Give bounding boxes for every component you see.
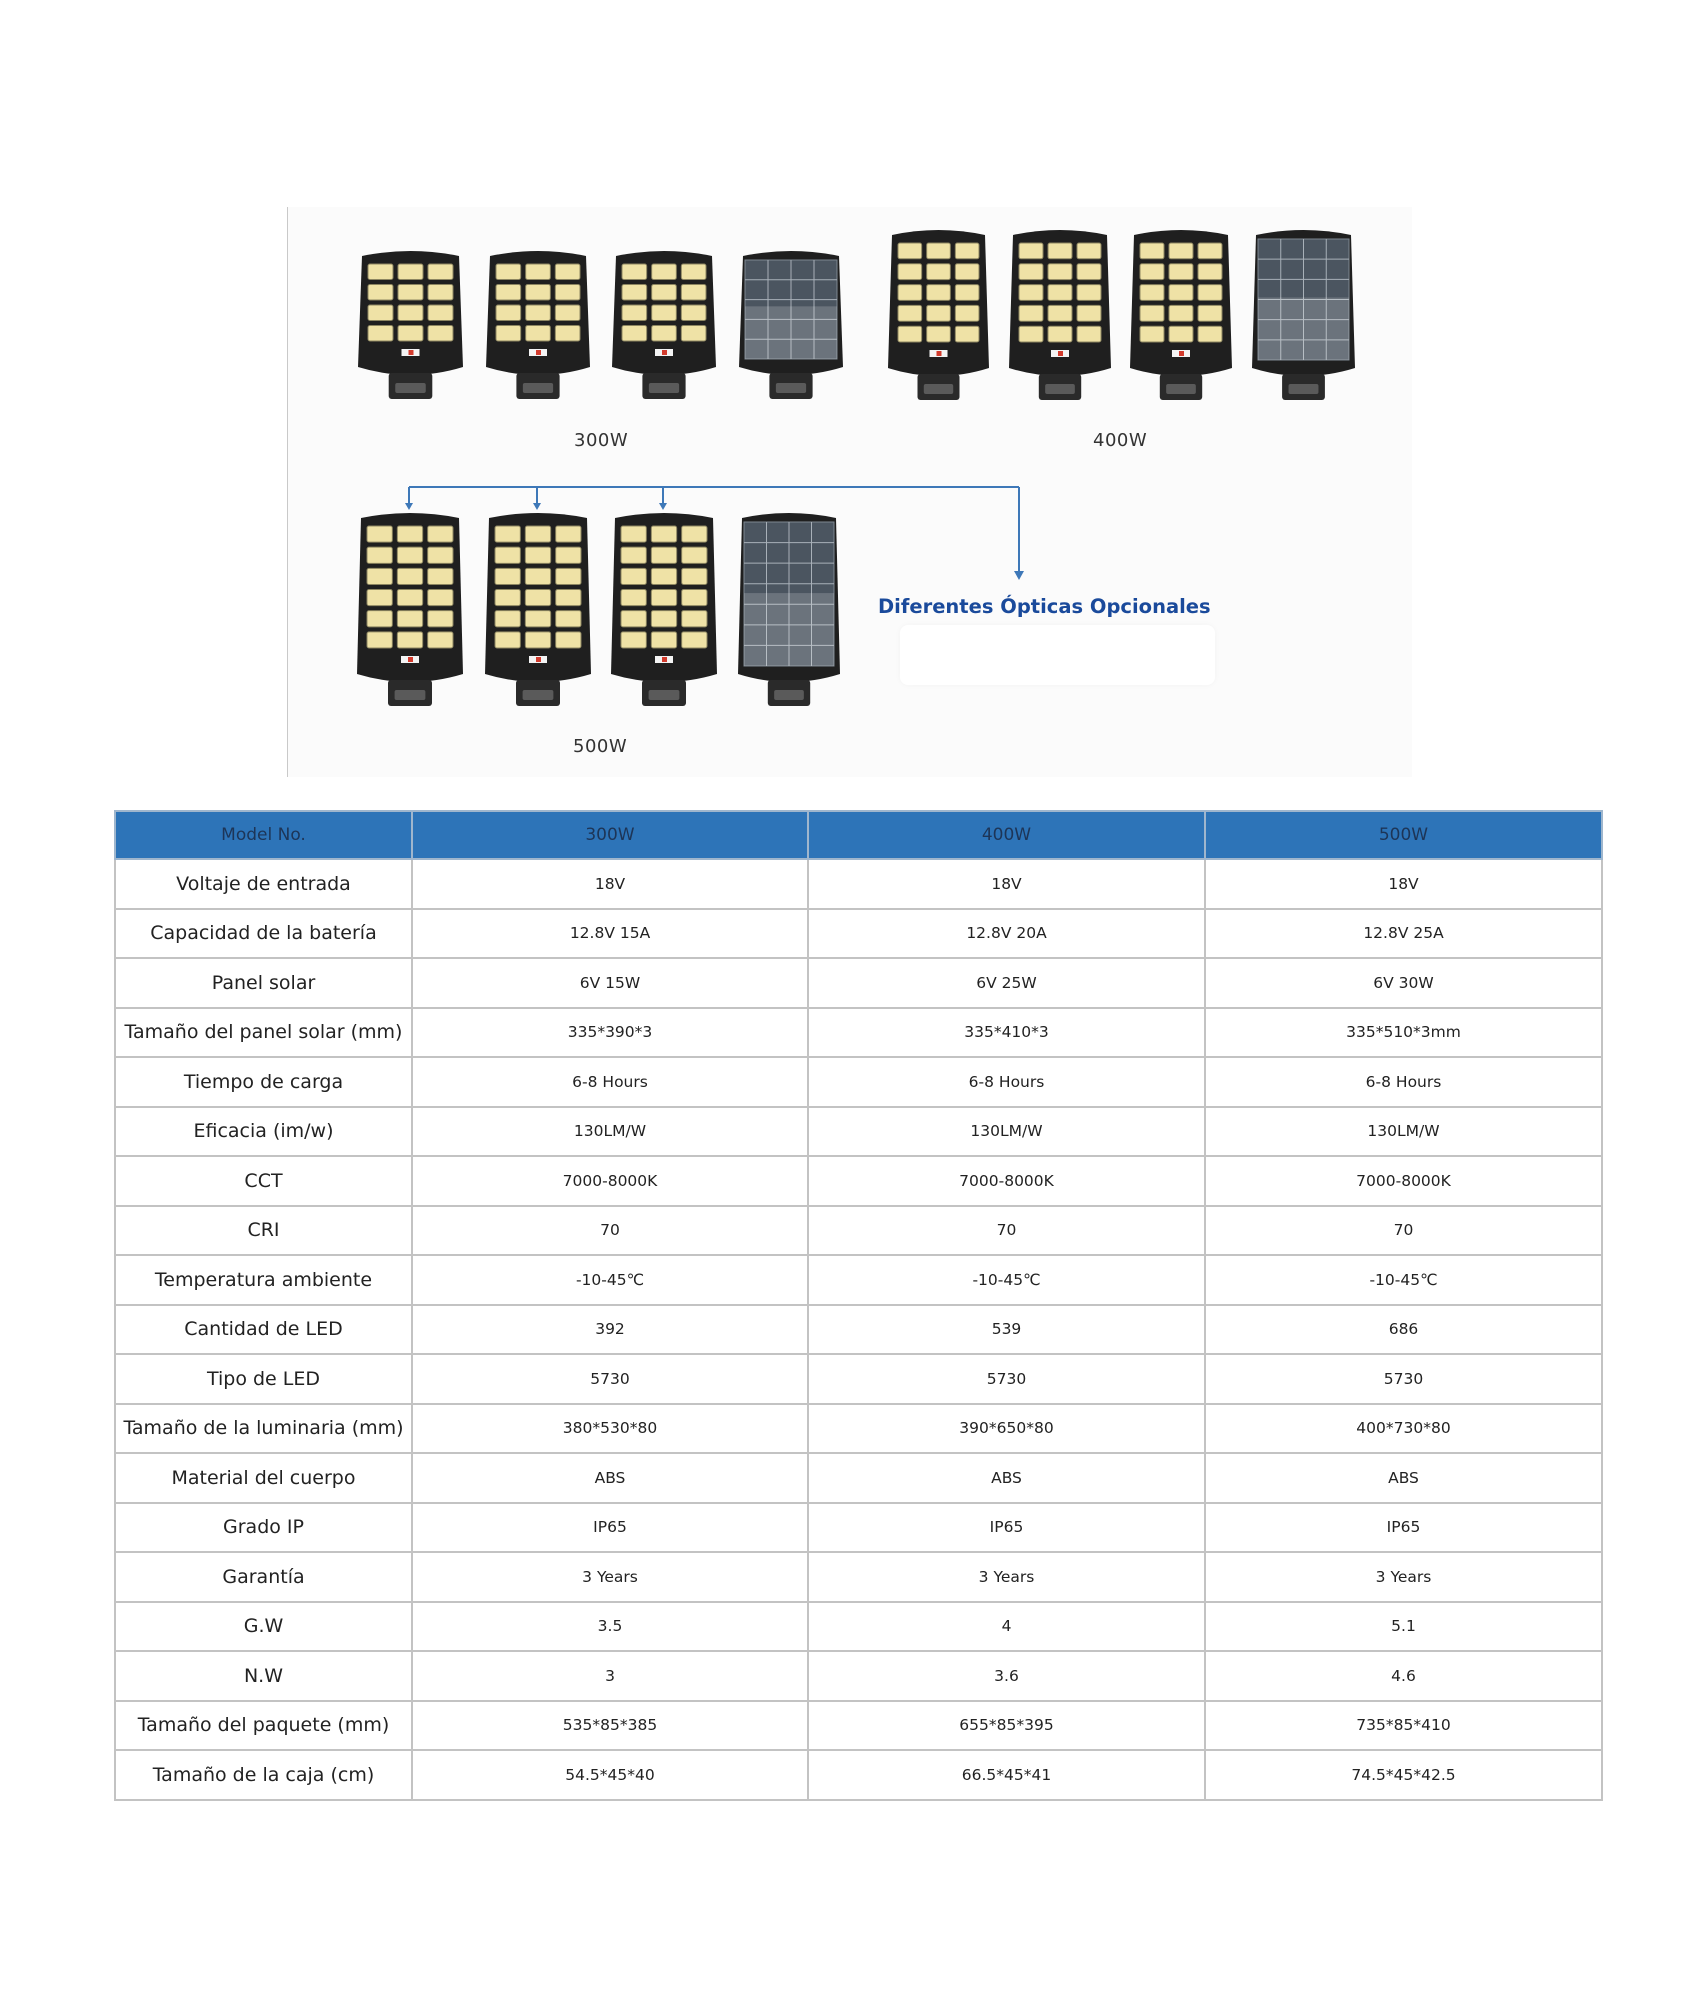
row-label: Tamaño de la luminaria (mm): [115, 1404, 412, 1454]
cell-value: 3 Years: [412, 1552, 808, 1602]
table-row: [115, 1552, 1602, 1602]
row-label: Eficacia (im/w): [115, 1107, 412, 1157]
cell-value: 130LM/W: [1205, 1107, 1602, 1157]
table-row: [115, 958, 1602, 1008]
cell-value: 3.5: [412, 1602, 808, 1652]
cell-value: 7000-8000K: [1205, 1156, 1602, 1206]
cell-value: -10-45℃: [1205, 1255, 1602, 1305]
table-row: [115, 1453, 1602, 1503]
cell-value: 5.1: [1205, 1602, 1602, 1652]
cell-value: 12.8V 20A: [808, 909, 1205, 959]
row-label: Capacidad de la batería: [115, 909, 412, 959]
row-label: Grado IP: [115, 1503, 412, 1553]
cell-value: 3 Years: [1205, 1552, 1602, 1602]
cell-value: 4: [808, 1602, 1205, 1652]
lamp-front-led: [609, 510, 719, 708]
table-row: [115, 1206, 1602, 1256]
lamp-front-led: [356, 248, 465, 401]
cell-value: 390*650*80: [808, 1404, 1205, 1454]
table-row: [115, 1354, 1602, 1404]
row-label: Tamaño del paquete (mm): [115, 1701, 412, 1751]
cell-value: 18V: [412, 859, 808, 909]
cell-value: 54.5*45*40: [412, 1750, 808, 1800]
table-row: [115, 1156, 1602, 1206]
row-label: Garantía: [115, 1552, 412, 1602]
cell-value: ABS: [1205, 1453, 1602, 1503]
cell-value: 18V: [808, 859, 1205, 909]
table-row: [115, 909, 1602, 959]
lamp-rear-solar-panel: [736, 510, 842, 708]
cell-value: 6V 15W: [412, 958, 808, 1008]
cell-value: 3 Years: [808, 1552, 1205, 1602]
cell-value: 3.6: [808, 1651, 1205, 1701]
row-label: Tiempo de carga: [115, 1057, 412, 1107]
cell-value: 5730: [412, 1354, 808, 1404]
cell-value: 655*85*395: [808, 1701, 1205, 1751]
cell-value: 3: [412, 1651, 808, 1701]
cell-value: 12.8V 15A: [412, 909, 808, 959]
caption-400w: 400W: [1093, 430, 1148, 451]
row-label: Tamaño del panel solar (mm): [115, 1008, 412, 1058]
table-row: [115, 859, 1602, 909]
cell-value: 400*730*80: [1205, 1404, 1602, 1454]
row-label: G.W: [115, 1602, 412, 1652]
row-label: Panel solar: [115, 958, 412, 1008]
cell-value: 6V 30W: [1205, 958, 1602, 1008]
cell-value: 7000-8000K: [808, 1156, 1205, 1206]
row-label: CRI: [115, 1206, 412, 1256]
header-500w: 500W: [1205, 811, 1602, 859]
lamp-front-led: [484, 248, 592, 401]
caption-300w: 300W: [574, 430, 629, 451]
cell-value: 392: [412, 1305, 808, 1355]
row-label: Tipo de LED: [115, 1354, 412, 1404]
cell-value: ABS: [808, 1453, 1205, 1503]
lamp-front-led: [886, 227, 991, 402]
table-row: [115, 1701, 1602, 1751]
caption-500w: 500W: [573, 736, 628, 757]
cell-value: 4.6: [1205, 1651, 1602, 1701]
lamp-rear-solar-panel: [737, 248, 845, 401]
cell-value: 535*85*385: [412, 1701, 808, 1751]
cell-value: 70: [808, 1206, 1205, 1256]
row-label: CCT: [115, 1156, 412, 1206]
cell-value: IP65: [412, 1503, 808, 1553]
lamp-front-led: [1128, 227, 1234, 402]
table-row: [115, 1305, 1602, 1355]
optics-label-box: [900, 625, 1215, 685]
cell-value: 335*510*3mm: [1205, 1008, 1602, 1058]
table-row: [115, 1503, 1602, 1553]
cell-value: 7000-8000K: [412, 1156, 808, 1206]
table-row: [115, 1750, 1602, 1800]
lamp-front-led: [1007, 227, 1113, 402]
cell-value: -10-45℃: [808, 1255, 1205, 1305]
lamp-rear-solar-panel: [1250, 227, 1357, 402]
table-row: [115, 1255, 1602, 1305]
lamp-front-led: [483, 510, 593, 708]
table-row: [115, 1404, 1602, 1454]
cell-value: 380*530*80: [412, 1404, 808, 1454]
row-label: Temperatura ambiente: [115, 1255, 412, 1305]
optics-label: Diferentes Ópticas Opcionales: [878, 595, 1211, 618]
row-label: Tamaño de la caja (cm): [115, 1750, 412, 1800]
cell-value: 74.5*45*42.5: [1205, 1750, 1602, 1800]
cell-value: IP65: [1205, 1503, 1602, 1553]
table-row: [115, 1107, 1602, 1157]
cell-value: 130LM/W: [412, 1107, 808, 1157]
cell-value: 66.5*45*41: [808, 1750, 1205, 1800]
header-300w: 300W: [412, 811, 808, 859]
optics-connector-lines: [0, 0, 1698, 800]
table-row: [115, 1651, 1602, 1701]
cell-value: 6-8 Hours: [1205, 1057, 1602, 1107]
cell-value: 335*390*3: [412, 1008, 808, 1058]
header-400w: 400W: [808, 811, 1205, 859]
table-row: [115, 1602, 1602, 1652]
cell-value: 686: [1205, 1305, 1602, 1355]
row-label: Voltaje de entrada: [115, 859, 412, 909]
cell-value: 70: [412, 1206, 808, 1256]
cell-value: 5730: [808, 1354, 1205, 1404]
table-body: [115, 859, 1602, 1800]
cell-value: -10-45℃: [412, 1255, 808, 1305]
cell-value: 5730: [1205, 1354, 1602, 1404]
row-label: N.W: [115, 1651, 412, 1701]
row-label: Cantidad de LED: [115, 1305, 412, 1355]
header-model-no: Model No.: [115, 811, 412, 859]
cell-value: 6-8 Hours: [412, 1057, 808, 1107]
cell-value: 18V: [1205, 859, 1602, 909]
cell-value: 539: [808, 1305, 1205, 1355]
cell-value: 335*410*3: [808, 1008, 1205, 1058]
cell-value: 6-8 Hours: [808, 1057, 1205, 1107]
cell-value: ABS: [412, 1453, 808, 1503]
lamp-front-led: [610, 248, 718, 401]
table-header-row: [115, 811, 1602, 859]
table-row: [115, 1057, 1602, 1107]
cell-value: IP65: [808, 1503, 1205, 1553]
row-label: Material del cuerpo: [115, 1453, 412, 1503]
cell-value: 130LM/W: [808, 1107, 1205, 1157]
cell-value: 12.8V 25A: [1205, 909, 1602, 959]
spec-table: [114, 810, 1603, 1801]
cell-value: 6V 25W: [808, 958, 1205, 1008]
cell-value: 70: [1205, 1206, 1602, 1256]
cell-value: 735*85*410: [1205, 1701, 1602, 1751]
table-row: [115, 1008, 1602, 1058]
lamp-front-led: [355, 510, 465, 708]
